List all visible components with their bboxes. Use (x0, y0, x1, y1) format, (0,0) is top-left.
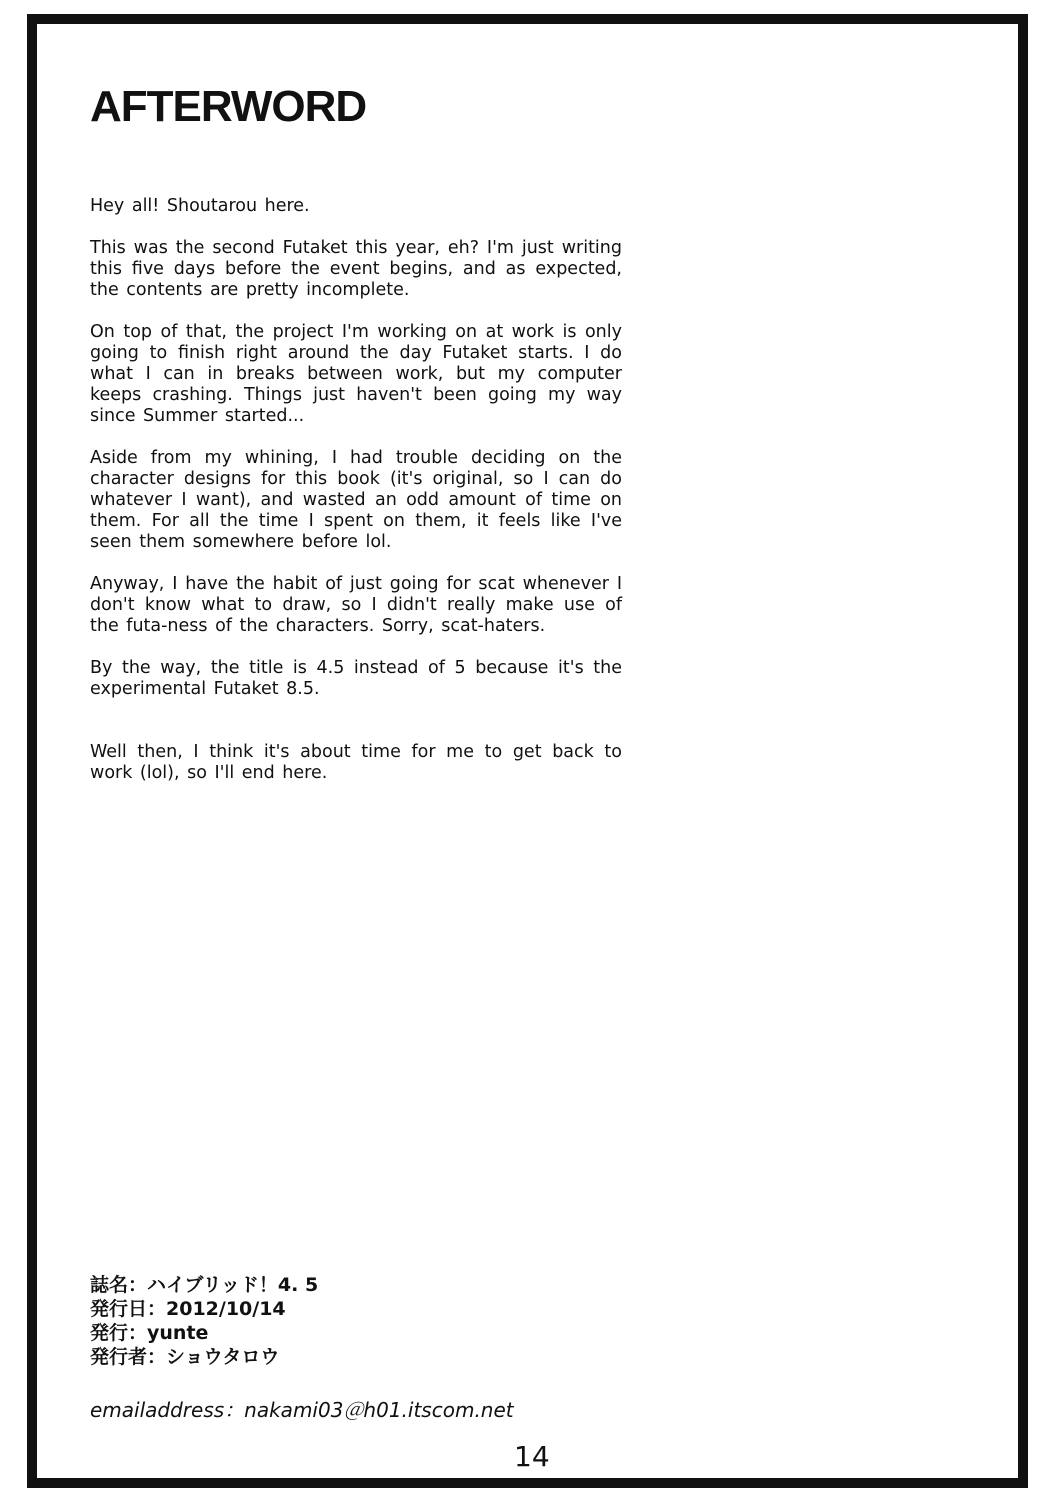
afterword-body (90, 196, 622, 805)
paragraph: Anyway, I have the habit of just going for scat whenever I don't know what to draw, so I didn't really make use of the futa-ness of the characters. Sorry, scat-haters. (90, 574, 622, 636)
colophon-publisher: 発行：yunte (90, 1322, 209, 1344)
paragraph: Aside from my whining, I had trouble deciding on the character designs for this book (it's original, so I can do whatever I want), and wasted an odd amount of time on them. For all the time I spent on them, it feels like I've seen them somewhere before lol. (90, 448, 622, 552)
colophon (90, 1273, 318, 1369)
page-title: AFTERWORD (90, 82, 367, 131)
email-address: emailaddress：nakami03＠h01.itscom.net (90, 1398, 514, 1422)
paragraph: By the way, the title is 4.5 instead of 5 because it's the experimental Futaket 8.5. (90, 658, 622, 699)
page-number: 14 (514, 1440, 550, 1473)
paragraph: Well then, I think it's about time for me to get back to work (lol), so I'll end here. (90, 742, 622, 783)
colophon-author: 発行者：ショウタロウ (90, 1346, 280, 1368)
colophon-date: 発行日：2012/10/14 (90, 1298, 286, 1320)
paragraph: On top of that, the project I'm working on at work is only going to finish right around the day Futaket starts. I do what I can in breaks between work, but my computer keeps crashing. Things just haven't been going my way since Summer started... (90, 322, 622, 426)
colophon-title: 誌名：ハイブリッド！4. 5 (90, 1274, 319, 1296)
paragraph: This was the second Futaket this year, eh? I'm just writing this five days before the event begins, and as expected, the contents are pretty incomplete. (90, 238, 622, 300)
paragraph: Hey all! Shoutarou here. (90, 196, 310, 216)
